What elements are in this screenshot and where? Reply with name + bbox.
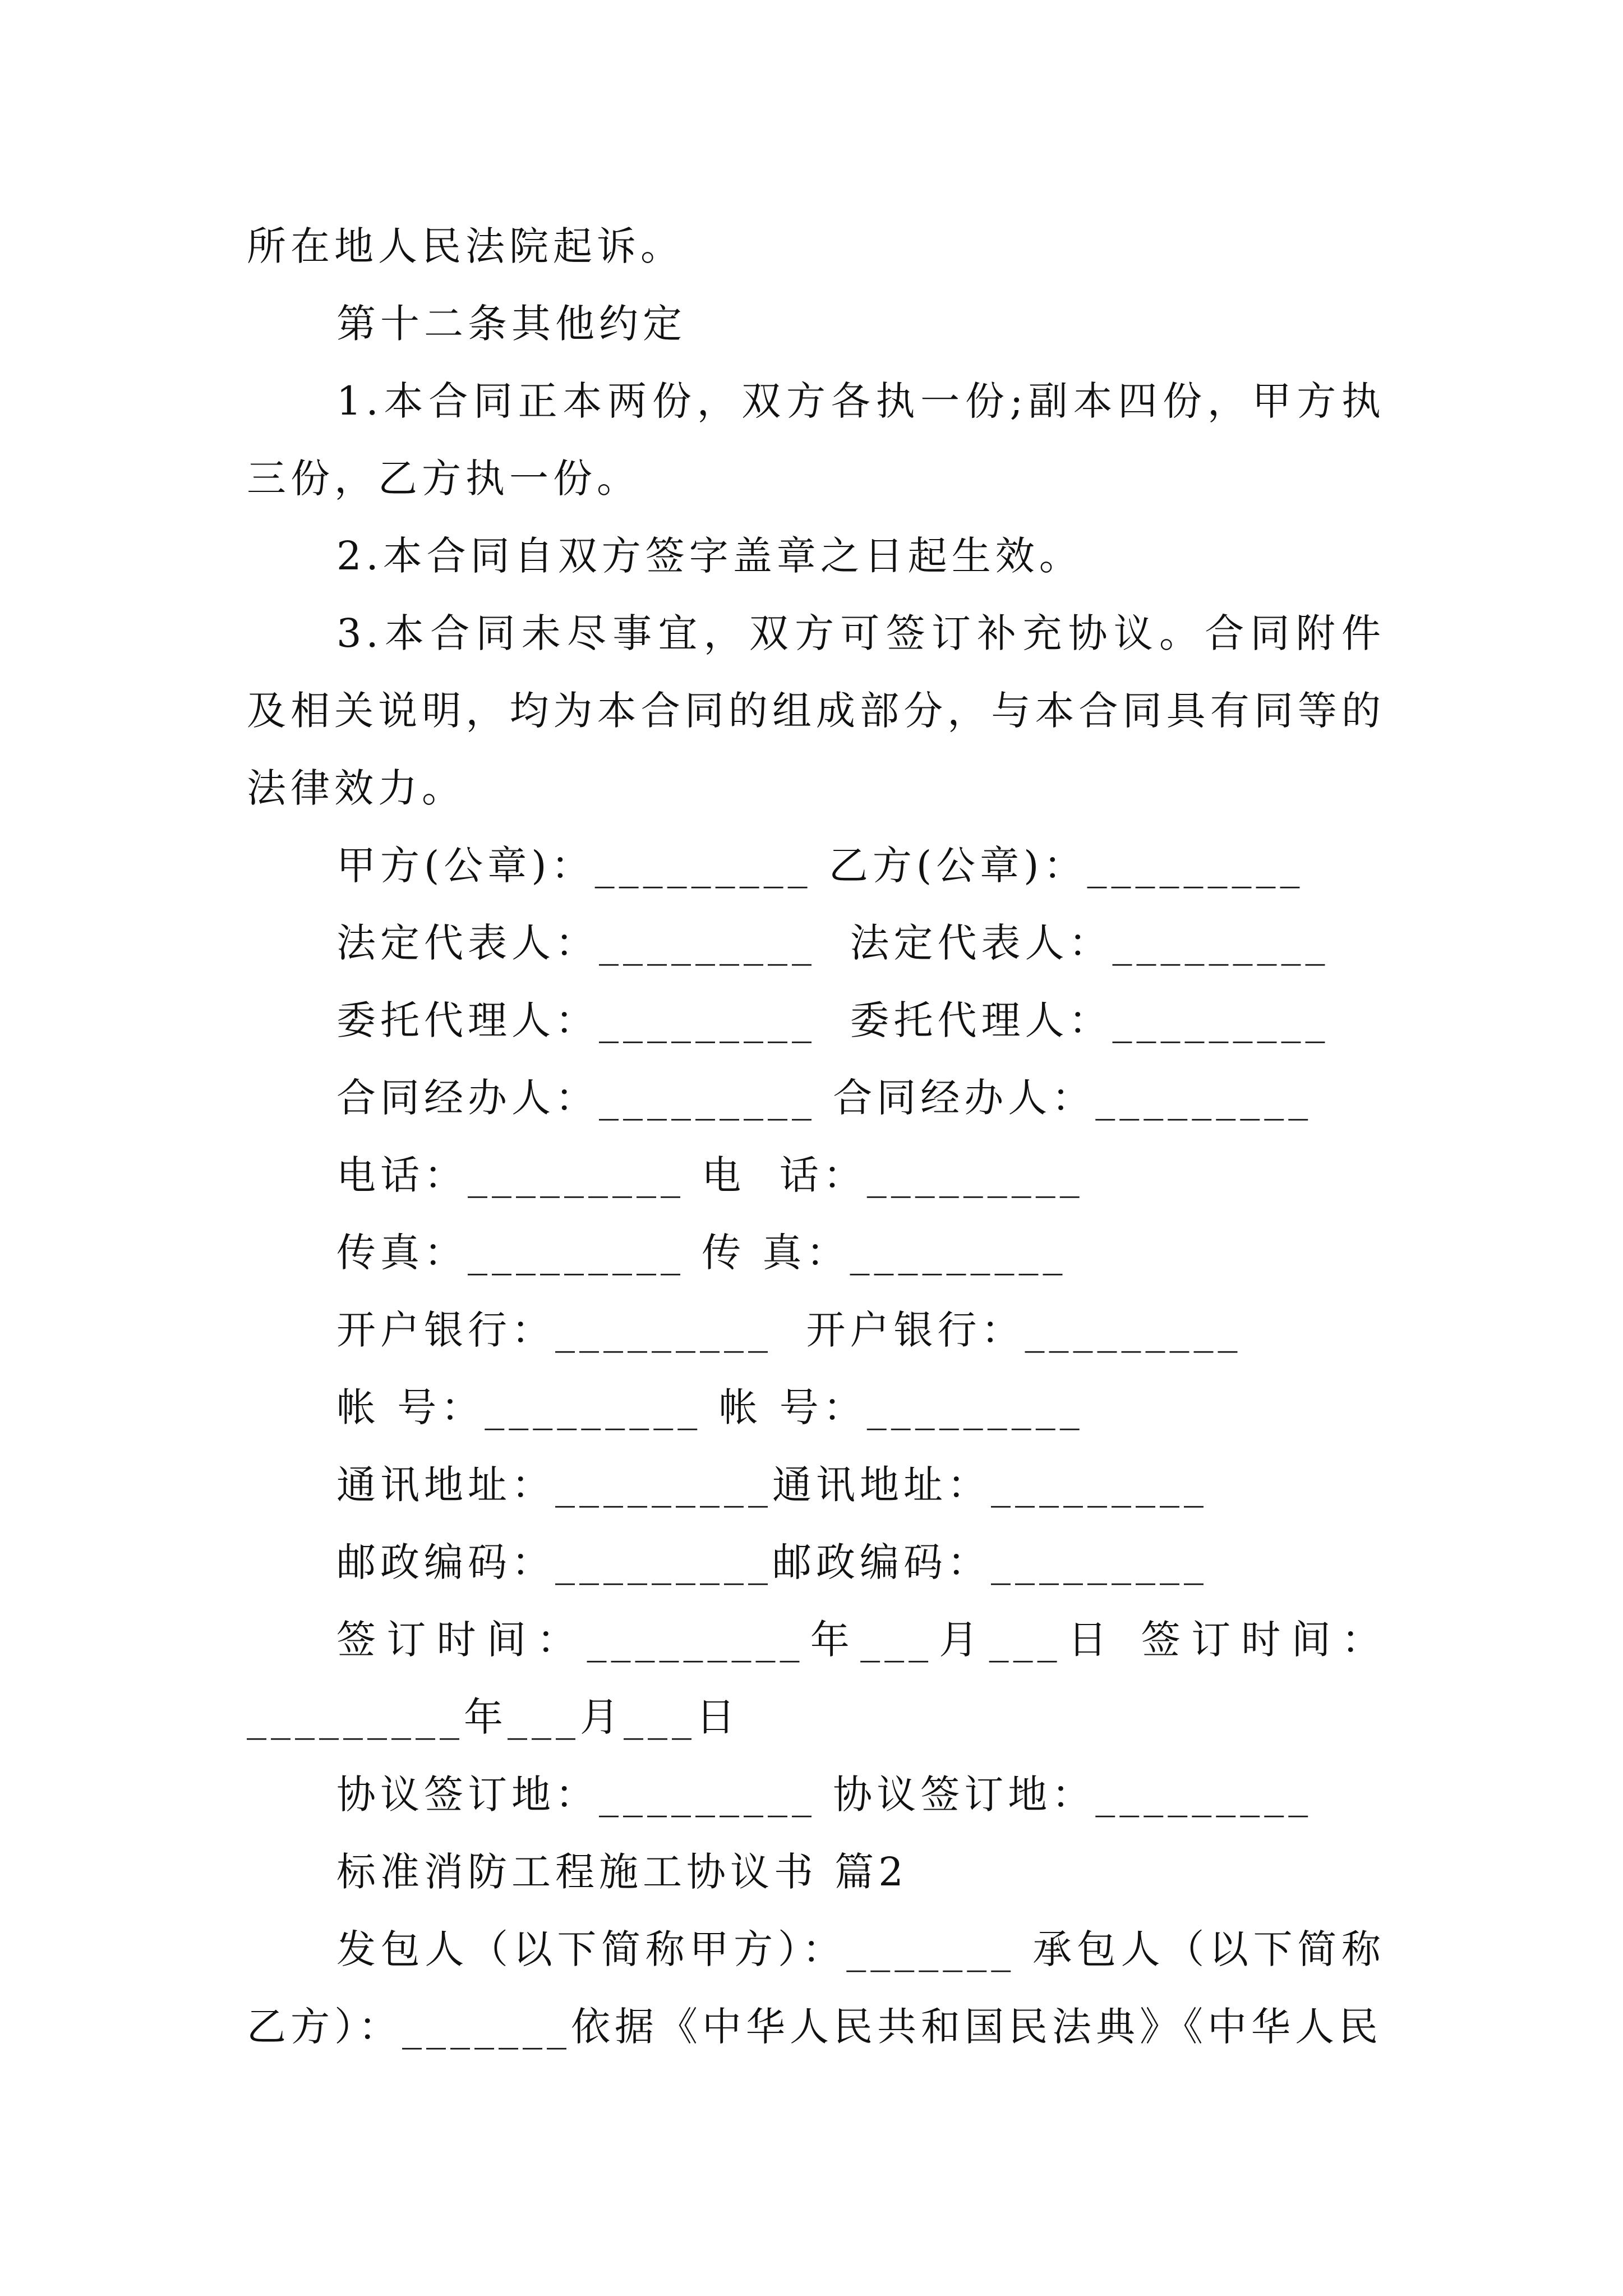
signature-handler-line: 合同经办人：_________ 合同经办人：_________ <box>336 1075 1313 1121</box>
article-12-heading: 第十二条其他约定 <box>336 301 686 347</box>
signature-seal-line: 甲方(公章)：_________ 乙方(公章)：_________ <box>336 843 1304 889</box>
signature-place-line: 协议签订地：_________ 协议签订地：_________ <box>336 1772 1313 1818</box>
signature-phone-line: 电话：_________ 电 话：_________ <box>336 1152 1084 1198</box>
signature-date-line: 签订时间：_________年___月___日 签订时间：_________年___月___日 <box>247 1617 1385 1740</box>
signature-fax-line: 传真：_________ 传 真：_________ <box>336 1230 1067 1276</box>
signature-account-line: 帐 号：_________ 帐 号：_________ <box>336 1384 1084 1430</box>
paragraph-parties-intro: 发包人（以下简称甲方）：_______ 承包人（以下简称乙方）：_______依据《中华人民共和国民法典》《中华人民 <box>247 1926 1385 2050</box>
document-page <box>247 208 1385 2065</box>
clause-supplementary: 3.本合同未尽事宜，双方可签订补充协议。合同附件及相关说明，均为本合同的组成部分，与本合同具有同等的法律效力。 <box>247 610 1385 811</box>
signature-agent-line: 委托代理人：_________ 委托代理人：_________ <box>336 997 1330 1043</box>
paragraph-court-jurisdiction: 所在地人民法院起诉。 <box>247 223 684 269</box>
signature-legal-rep-line: 法定代表人：_________ 法定代表人：_________ <box>336 920 1330 966</box>
signature-bank-line: 开户银行：_________ 开户银行：_________ <box>336 1307 1242 1353</box>
signature-postcode-line: 邮政编码：_________邮政编码：_________ <box>336 1539 1208 1585</box>
clause-effective-date: 2.本合同自双方签字盖章之日起生效。 <box>336 533 1083 579</box>
clause-copies: 1.本合同正本两份，双方各执一份;副本四份，甲方执三份，乙方执一份。 <box>247 378 1385 501</box>
section-title-article-2: 标准消防工程施工协议书 篇2 <box>336 1849 908 1895</box>
signature-address-line: 通讯地址：_________通讯地址：_________ <box>336 1462 1208 1508</box>
